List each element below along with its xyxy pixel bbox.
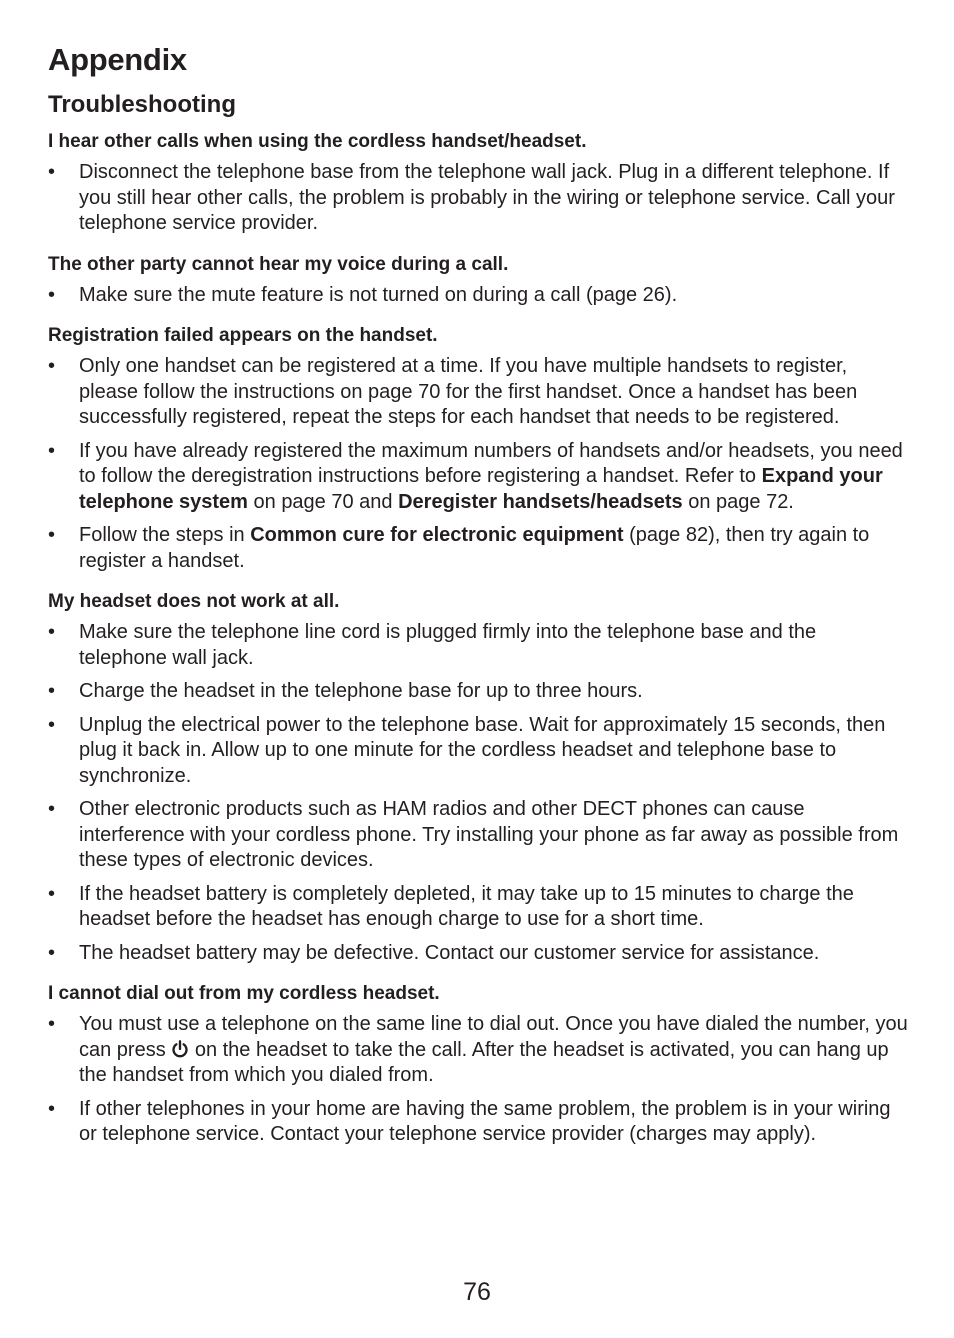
solution-list bbox=[48, 283, 908, 309]
page-content bbox=[48, 40, 908, 1148]
troubleshooting-section bbox=[48, 324, 908, 574]
problem-heading: I cannot dial out from my cordless headset. bbox=[48, 983, 440, 1004]
problem-heading: The other party cannot hear my voice during a call. bbox=[48, 253, 509, 275]
bullet-icon bbox=[48, 439, 58, 465]
bullet-icon bbox=[48, 620, 58, 646]
list-item: • Other electronic products such as HAM radios and other DECT phones can cause interference with your cordless phone. Try installing your phone as far away as possible from these types of electronic devices. bbox=[48, 797, 908, 874]
list-item: • Disconnect the telephone base from the telephone wall jack. Plug in a different telephone. If you still hear other calls, the problem is probably in the wiring or telephone service. Call your telephone service provider. bbox=[48, 160, 908, 237]
power-icon bbox=[171, 1040, 189, 1058]
troubleshooting-section bbox=[48, 130, 908, 237]
list-item: • You must use a telephone on the same line to dial out. Once you have dialed the number, you can press on the headset to take the call. After the headset is activated, you can hang up the handset from which you dialed from. bbox=[48, 1012, 908, 1089]
bullet-icon bbox=[48, 283, 58, 309]
troubleshooting-section bbox=[48, 982, 908, 1148]
bullet-icon bbox=[48, 679, 58, 705]
problem-heading: I hear other calls when using the cordless handset/headset. bbox=[48, 131, 587, 152]
cross-reference: Common cure for electronic equipment bbox=[250, 524, 624, 546]
page-title: Appendix bbox=[48, 42, 187, 77]
bullet-icon bbox=[48, 523, 58, 549]
list-item: • Charge the headset in the telephone base for up to three hours. bbox=[48, 679, 908, 705]
solution-list bbox=[48, 1012, 908, 1148]
list-item: • If you have already registered the maximum numbers of handsets and/or headsets, you need to follow the deregistration instructions before registering a handset. Refer to Expand your telephone system on page 70 and Deregister handsets/headsets on page 72. bbox=[48, 439, 908, 516]
problem-heading: Registration failed appears on the handset. bbox=[48, 325, 438, 346]
bullet-icon bbox=[48, 160, 58, 186]
bullet-icon bbox=[48, 797, 58, 823]
troubleshooting-section bbox=[48, 253, 908, 309]
bullet-icon bbox=[48, 941, 58, 967]
list-item: • If the headset battery is completely depleted, it may take up to 15 minutes to charge the headset before the headset has enough charge to use for a short time. bbox=[48, 882, 908, 933]
troubleshooting-section bbox=[48, 590, 908, 966]
list-item: • Make sure the telephone line cord is plugged firmly into the telephone base and the telephone wall jack. bbox=[48, 620, 908, 671]
cross-reference: Expand your telephone system bbox=[79, 465, 883, 513]
page-number: 76 bbox=[463, 1278, 491, 1306]
section-title: Troubleshooting bbox=[48, 91, 236, 118]
list-item: • Unplug the electrical power to the telephone base. Wait for approximately 15 seconds, then plug it back in. Allow up to one minute for the cordless headset and telephone base to synchronize. bbox=[48, 713, 908, 790]
list-item: • Follow the steps in Common cure for electronic equipment (page 82), then try again to register a handset. bbox=[48, 523, 908, 574]
list-item: • If other telephones in your home are having the same problem, the problem is in your wiring or telephone service. Contact your telephone service provider (charges may apply). bbox=[48, 1097, 908, 1148]
bullet-icon bbox=[48, 354, 58, 380]
bullet-icon bbox=[48, 1097, 58, 1123]
solution-list bbox=[48, 160, 908, 237]
bullet-icon bbox=[48, 713, 58, 739]
bullet-icon bbox=[48, 882, 58, 908]
bullet-icon bbox=[48, 1012, 58, 1038]
cross-reference: Deregister handsets/headsets bbox=[398, 490, 683, 513]
solution-list bbox=[48, 354, 908, 574]
problem-heading: My headset does not work at all. bbox=[48, 591, 340, 612]
list-item: • Make sure the mute feature is not turned on during a call (page 26). bbox=[48, 283, 908, 309]
list-item: • Only one handset can be registered at a time. If you have multiple handsets to register, please follow the instructions on page 70 for the first handset. Once a handset has been successfully registered, repeat the steps for each handset that needs to be registered. bbox=[48, 354, 908, 431]
list-item: • The headset battery may be defective. Contact our customer service for assistance. bbox=[48, 941, 908, 967]
solution-list bbox=[48, 620, 908, 966]
